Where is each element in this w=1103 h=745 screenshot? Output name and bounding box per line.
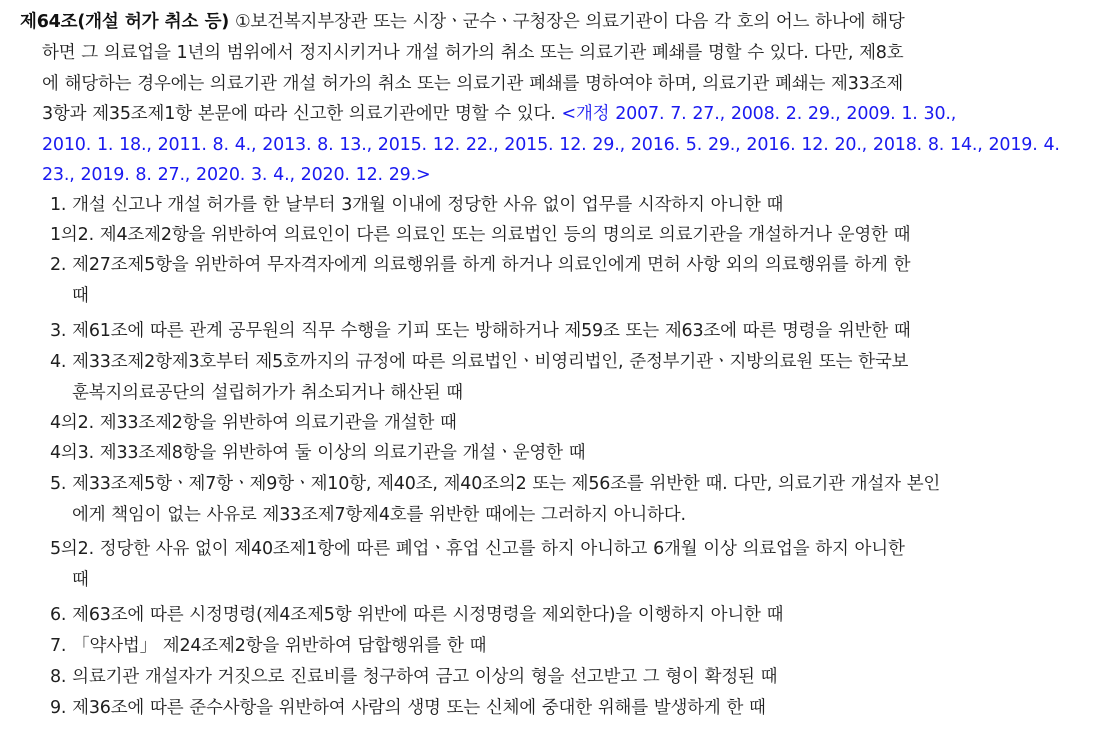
- article-paragraph-1-line-1: [20, 7, 905, 38]
- list-item-8: 8. 의료기관 개설자가 거짓으로 진료비를 청구하여 금고 이상의 형을 선고받고 그 형이 확정된 때: [50, 667, 778, 687]
- list-item-9: 9. 제36조에 따른 준수사항을 위반하여 사람의 생명 또는 신체에 중대한 위해를 발생하게 한 때: [50, 698, 766, 718]
- list-item-4-3: 4의3. 제33조제8항을 위반하여 둘 이상의 의료기관을 개설ㆍ운영한 때: [50, 443, 586, 463]
- list-item-5-2-continuation: 때: [72, 570, 89, 590]
- list-item-2-continuation: 때: [72, 286, 89, 306]
- list-item-2: 2. 제27조제5항을 위반하여 무자격자에게 의료행위를 하게 하거나 의료인에게 면허 사항 외의 의료행위를 하게 한: [50, 255, 911, 275]
- list-item-4: 4. 제33조제2항제3호부터 제5호까지의 규정에 따른 의료법인ㆍ비영리법인, 준정부기관ㆍ지방의료원 또는 한국보: [50, 352, 909, 372]
- article-paragraph-1-line-4: [42, 99, 956, 130]
- list-item-3: 3. 제61조에 따른 관계 공무원의 직무 수행을 기피 또는 방해하거나 제59조 또는 제63조에 따른 명령을 위반한 때: [50, 321, 911, 341]
- list-item-4-continuation: 훈복지의료공단의 설립허가가 취소되거나 해산된 때: [72, 383, 463, 403]
- list-item-5-2: 5의2. 정당한 사유 없이 제40조제1항에 따른 폐업ㆍ휴업 신고를 하지 아니하고 6개월 이상 의료업을 하지 아니한: [50, 539, 905, 559]
- list-item-7: 7. 「약사법」 제24조제2항을 위반하여 담합행위를 한 때: [50, 636, 487, 656]
- amendment-dates-line-2: 2010. 1. 18., 2011. 8. 4., 2013. 8. 13., 2015. 12. 22., 2015. 12. 29., 2016. 5. 29., 2016. 12. 20., 2018. 8. 14., 2019. 4.: [42, 135, 1060, 155]
- list-item-4-2: 4의2. 제33조제2항을 위반하여 의료기관을 개설한 때: [50, 413, 457, 433]
- article-paragraph-1-line-2: 하면 그 의료업을 1년의 범위에서 정지시키거나 개설 허가의 취소 또는 의료기관 폐쇄를 명할 수 있다. 다만, 제8호: [42, 43, 904, 63]
- list-item-1: 1. 개설 신고나 개설 허가를 한 날부터 3개월 이내에 정당한 사유 없이 업무를 시작하지 아니한 때: [50, 195, 784, 215]
- list-item-5: 5. 제33조제5항ㆍ제7항ㆍ제9항ㆍ제10항, 제40조, 제40조의2 또는 제56조를 위반한 때. 다만, 의료기관 개설자 본인: [50, 474, 941, 494]
- paragraph-text: ①보건복지부장관 또는 시장ㆍ군수ㆍ구청장은 의료기관이 다음 각 호의 어느 하나에 해당: [229, 12, 905, 32]
- list-item-5-continuation: 에게 책임이 없는 사유로 제33조제7항제4호를 위반한 때에는 그러하지 아니하다.: [72, 505, 686, 525]
- article-heading: 제64조(개설 허가 취소 등): [20, 12, 230, 32]
- paragraph-text: 3항과 제35조제1항 본문에 따라 신고한 의료기관에만 명할 수 있다.: [42, 104, 562, 124]
- amendment-dates-line-3: 23., 2019. 8. 27., 2020. 3. 4., 2020. 12. 29.>: [42, 165, 431, 185]
- list-item-1-2: 1의2. 제4조제2항을 위반하여 의료인이 다른 의료인 또는 의료법인 등의 명의로 의료기관을 개설하거나 운영한 때: [50, 225, 911, 245]
- list-item-6: 6. 제63조에 따른 시정명령(제4조제5항 위반에 따른 시정명령을 제외한다)을 이행하지 아니한 때: [50, 605, 784, 625]
- article-paragraph-1-line-3: 에 해당하는 경우에는 의료기관 개설 허가의 취소 또는 의료기관 폐쇄를 명하여야 하며, 의료기관 폐쇄는 제33조제: [42, 74, 904, 94]
- amendment-dates: <개정 2007. 7. 27., 2008. 2. 29., 2009. 1. 30.,: [561, 104, 957, 124]
